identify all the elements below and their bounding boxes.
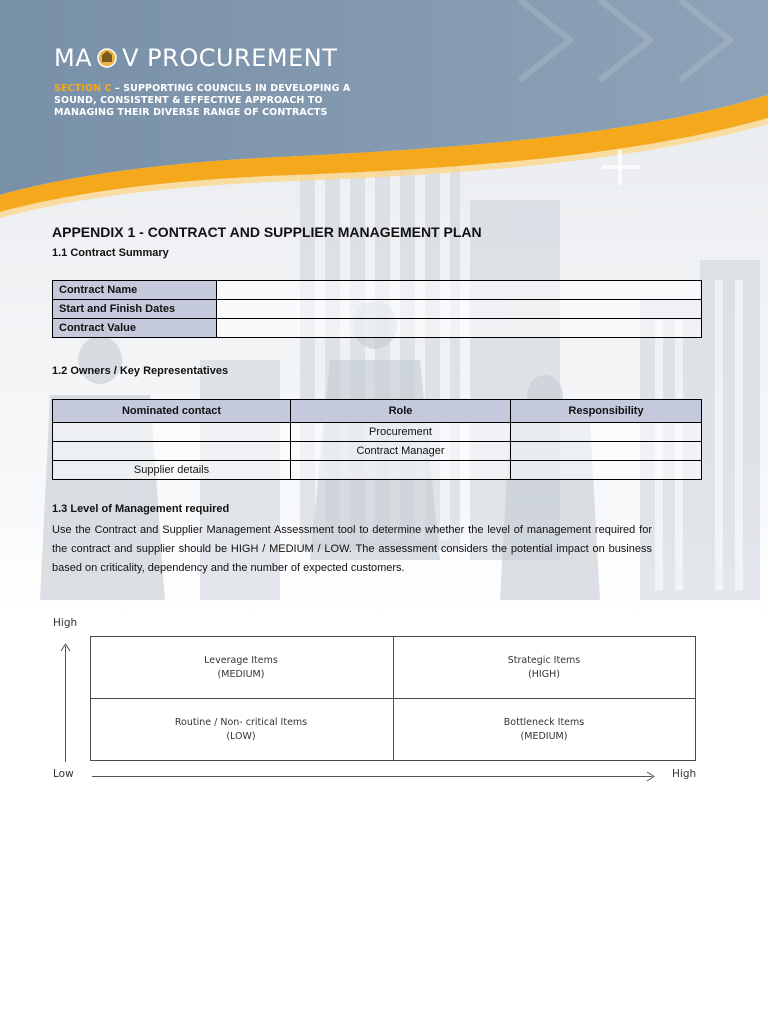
- table-row: [53, 461, 702, 480]
- responsibility-cell[interactable]: [511, 461, 702, 480]
- row-label: Start and Finish Dates: [53, 300, 217, 319]
- responsibility-cell[interactable]: [511, 442, 702, 461]
- document-title: APPENDIX 1 - CONTRACT AND SUPPLIER MANAGEMENT PLAN: [52, 224, 482, 240]
- start-finish-dates-field[interactable]: [217, 300, 702, 319]
- row-label: Contract Value: [53, 319, 217, 338]
- table-row: [53, 300, 702, 319]
- table-row: [53, 319, 702, 338]
- y-axis-arrow: [61, 644, 70, 762]
- y-axis-high-label: High: [53, 617, 78, 629]
- table-row: [53, 442, 702, 461]
- cell-name: Leverage Items: [204, 655, 278, 666]
- role-cell[interactable]: [291, 461, 511, 480]
- cell-level: (MEDIUM): [217, 669, 265, 680]
- matrix-cell-strategic: [444, 654, 644, 682]
- x-axis-high-label: High: [672, 768, 697, 780]
- x-axis-low-label: Low: [53, 768, 74, 780]
- cell-name: Strategic Items: [507, 655, 581, 666]
- cell-name: Routine / Non- critical Items: [174, 717, 308, 728]
- brand-name-right: V PROCUREMENT: [122, 44, 338, 72]
- table-row: [53, 423, 702, 442]
- owners-table: [52, 399, 702, 480]
- column-header: Responsibility: [511, 400, 702, 423]
- role-cell: Procurement: [291, 423, 511, 442]
- matrix-cell-leverage: [141, 654, 341, 682]
- nominated-contact-cell[interactable]: [53, 423, 291, 442]
- column-header: Nominated contact: [53, 400, 291, 423]
- brand-logo: [54, 44, 337, 72]
- responsibility-cell[interactable]: [511, 423, 702, 442]
- section-tagline: [54, 83, 384, 119]
- x-axis-arrow: [92, 772, 654, 781]
- nominated-contact-cell[interactable]: [53, 442, 291, 461]
- owners-heading: 1.2 Owners / Key Representatives: [52, 365, 229, 377]
- row-label: Contract Name: [53, 281, 217, 300]
- cell-level: (LOW): [226, 731, 256, 742]
- brand-name-left: MA: [54, 44, 93, 72]
- table-row: [53, 281, 702, 300]
- tagline-section: SECTION C: [54, 83, 112, 94]
- column-header: Role: [291, 400, 511, 423]
- cell-name: Bottleneck Items: [503, 717, 585, 728]
- tagline-text: – SUPPORTING COUNCILS IN DEVELOPING A SOUND, CONSISTENT & EFFECTIVE APPROACH TO MANAGING THEIR DIVERSE RANGE OF CONTRACTS: [54, 83, 351, 118]
- table-header-row: [53, 400, 702, 423]
- cell-level: (HIGH): [528, 669, 560, 680]
- matrix-cell-routine: [141, 716, 341, 744]
- contract-summary-heading: 1.1 Contract Summary: [52, 247, 169, 259]
- management-level-paragraph: Use the Contract and Supplier Management Assessment tool to determine whether the level of management required for the contract and supplier should be HIGH / MEDIUM / LOW. The assessment considers the potential impact on business based on criticality, dependency and the number of expected customers.: [52, 524, 652, 574]
- management-level-heading: 1.3 Level of Management required: [52, 503, 230, 515]
- role-cell: Contract Manager: [291, 442, 511, 461]
- contract-value-field[interactable]: [217, 319, 702, 338]
- matrix-cell-bottleneck: [444, 716, 644, 744]
- cell-level: (MEDIUM): [520, 731, 568, 742]
- supplier-details-cell: Supplier details: [53, 461, 291, 480]
- contract-name-field[interactable]: [217, 281, 702, 300]
- crest-icon: [94, 47, 120, 69]
- contract-summary-table: [52, 280, 702, 338]
